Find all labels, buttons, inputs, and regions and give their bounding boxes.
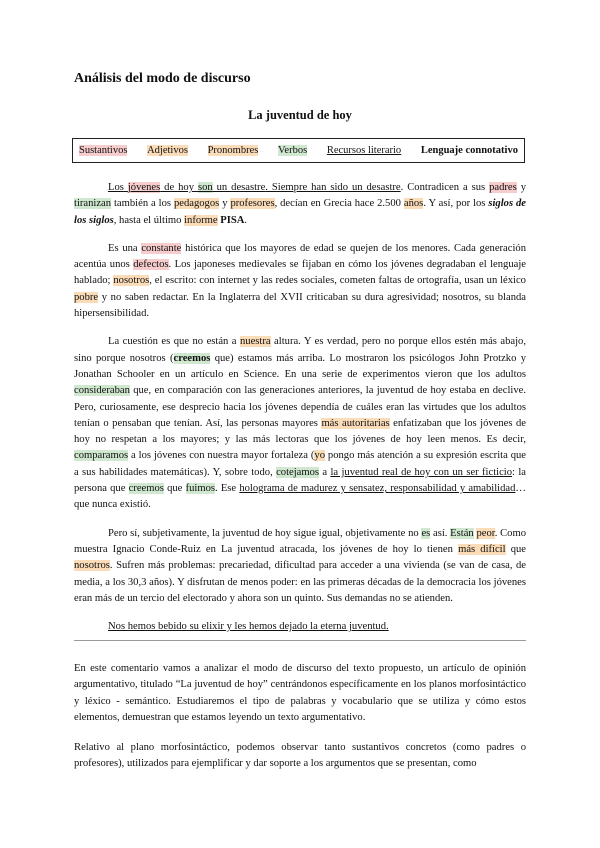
pronombre-span: nosotros	[113, 275, 150, 287]
paragraph-1	[74, 180, 526, 229]
text-span: de hoy	[160, 182, 198, 193]
pronombre-span: nuestra	[239, 336, 271, 348]
paragraph-4	[74, 526, 526, 607]
text-span: .	[244, 214, 248, 226]
text-span: . Ese	[215, 483, 240, 495]
text-span: a	[319, 466, 331, 478]
text-span: enfatizaban que los jóvenes de hoy no respetan a los mayores; y las más lectoras que los jóvenes de hoy leen menos. Es decir,	[74, 417, 526, 446]
text-span: Es una	[108, 242, 142, 254]
sustantivo-span: padres	[489, 182, 517, 193]
recurso-span: holograma de madurez y sensatez, responsabilidad y amabilidad	[239, 483, 516, 495]
adjetivo-span: pobre	[74, 291, 99, 303]
verbo-span: creemos	[128, 483, 164, 495]
adjetivo-span: más difícil	[458, 543, 506, 555]
text-span: . Siempre han sido un desastre	[265, 182, 401, 193]
text-span: histórica que los mayores de edad se quejen de los menores. Cada generación acentúa unos	[74, 242, 526, 271]
text-span: : la persona que	[74, 466, 526, 495]
page-title: Análisis del modo de discurso	[74, 71, 251, 86]
verbo-span: consideraban	[74, 385, 130, 397]
paragraph-2	[74, 241, 526, 322]
text-span: altura. Y es verdad, pero no porque ellos estén más abajo, sino porque nosotros (	[74, 336, 526, 364]
text-span: que	[505, 543, 527, 555]
verbo-span: es	[421, 527, 431, 539]
text-span: y	[219, 198, 231, 210]
text-span: La cuestión es que no están a	[108, 336, 240, 348]
verbo-span: tiranizan	[74, 198, 112, 210]
recurso-span: la juventud real de hoy con un ser ficticio	[330, 466, 513, 478]
recurso-span: Nos hemos bebido su elixir y les hemos dejado la eterna juventud.	[108, 621, 389, 633]
pronombre-span: nosotros	[74, 560, 110, 572]
verbo-span: fuimos	[185, 483, 215, 495]
text-span: . Como muestra Ignacio Conde-Ruiz en La juventud atracada, los jóvenes de hoy lo tienen	[74, 527, 527, 555]
paragraph-3	[74, 334, 526, 513]
commentary-paragraph-2: Relativo al plano morfosintáctico, podemos observar tanto sustantivos concretos (como padres o profesores), utilizados para ejemplificar y dar soporte a los argumentos que se presentan, como	[74, 742, 526, 770]
text-span: . Contradicen a sus	[400, 182, 490, 193]
text-span: PISA	[220, 214, 245, 226]
adjetivo-span: peor	[476, 527, 495, 539]
verbo-span: Están	[450, 527, 474, 539]
text-span: un desastre	[212, 182, 266, 193]
sustantivo-span: defectos	[133, 259, 169, 271]
commentary-paragraph-1: En este comentario vamos a analizar el modo de discurso del texto propuesto, un artículo de opinión argumentativo, titulado “La juventud de hoy” centrándonos específicamente en los planos morfosintáctico y léxico - semántico. Estudiaremos el tipo de palabras y vocabulario que se utiliza y cómo estos elementos, demuestran que estamos leyendo un texto argumentativo.	[74, 663, 526, 723]
legend-recursos: Recursos literario	[326, 145, 402, 156]
text-span: , el escrito: con internet y las redes sociales, cometen faltas de ortografía, usan un léxico	[149, 275, 526, 287]
legend-adjetivos: Adjetivos	[147, 145, 188, 156]
text-span: así.	[430, 527, 451, 539]
text-span: . Los japoneses medievales se fijaban en cómo los jóvenes degradaban el lenguaje hablado;	[74, 259, 526, 287]
text-span: Los	[108, 182, 124, 193]
text-span: que	[163, 483, 186, 495]
commentary-body	[74, 661, 526, 785]
recurso-span	[108, 182, 401, 193]
verbo-span: comparamos	[74, 450, 129, 462]
sustantivo-span: profesores	[230, 198, 275, 210]
text-span: . Sufren más problemas: precariedad, dificultad para acceder a una vivienda (se van de casa, de media, a los 30,3 años). Y disfrutan de menos poder: en las primeras décadas de la democracia los jóvenes eran más de un tercio del electorado y ahora son un quinto. Sus demandas no se atienden.	[74, 560, 526, 604]
text-span: y	[516, 182, 526, 193]
verbo-span: son	[197, 182, 213, 193]
connotativo-span: siglos de los siglos	[74, 198, 527, 226]
text-span: a los jóvenes con nuestra mayor fortaleza (	[128, 450, 315, 462]
text-span: que, en comparación con las generaciones anteriores, la juventud de hoy estaba en declive. Pero, curiosamente, ese desprecio hacia los jóvenes dependía de cuáles eran las virtudes que los adultos tenían o pensaban que tenían. Así, las personas mayores	[74, 385, 526, 429]
text-span: y no saben redactar. En la Inglaterra del XVII criticaban su dura agresividad; nosotros, su blanda hipersensibilidad.	[74, 291, 526, 320]
text-span: . Y así, por los	[423, 198, 489, 210]
text-span: que) estamos más arriba. Lo mostraron los psicólogos John Protzko y Jonathan Schooler en un artículo en Science. En una serie de experimentos vieron que los adultos	[74, 352, 526, 380]
divider	[74, 640, 526, 641]
verbo-span: creemos	[173, 352, 211, 364]
color-legend	[72, 138, 525, 163]
sustantivo-span: jóvenes	[127, 182, 161, 193]
verbo-span: cotejamos	[276, 466, 320, 478]
sustantivo-span: años	[403, 198, 424, 210]
text-span: pongo más atención a su expresión escrita que a sus habilidades matemáticas). Y, sobre todo,	[74, 450, 526, 478]
legend-lenguaje: Lenguaje connotativo	[420, 145, 518, 156]
sustantivo-span: pedagogos	[173, 198, 220, 210]
pronombre-span: yo	[314, 450, 325, 462]
text-span: Pero sí, subjetivamente, la juventud de hoy sigue igual, objetivamente no	[108, 527, 422, 539]
sustantivo-span: informe	[184, 214, 218, 226]
text-span: … que nunca existió.	[74, 483, 527, 511]
legend-verbos: Verbos	[278, 145, 308, 156]
legend-pronombres: Pronombres	[207, 145, 259, 156]
sustantivo-span: constante	[141, 242, 182, 254]
article-title: La juventud de hoy	[248, 108, 352, 122]
paragraph-5	[74, 619, 526, 635]
text-span: también a los	[111, 198, 174, 210]
text-span: , decían en Grecia hace 2.500	[274, 198, 404, 210]
article-body	[74, 180, 526, 647]
adjetivo-span: más autoritarias	[321, 417, 390, 429]
legend-sustantivos: Sustantivos	[79, 145, 128, 156]
text-span: , hasta el último	[113, 214, 185, 226]
